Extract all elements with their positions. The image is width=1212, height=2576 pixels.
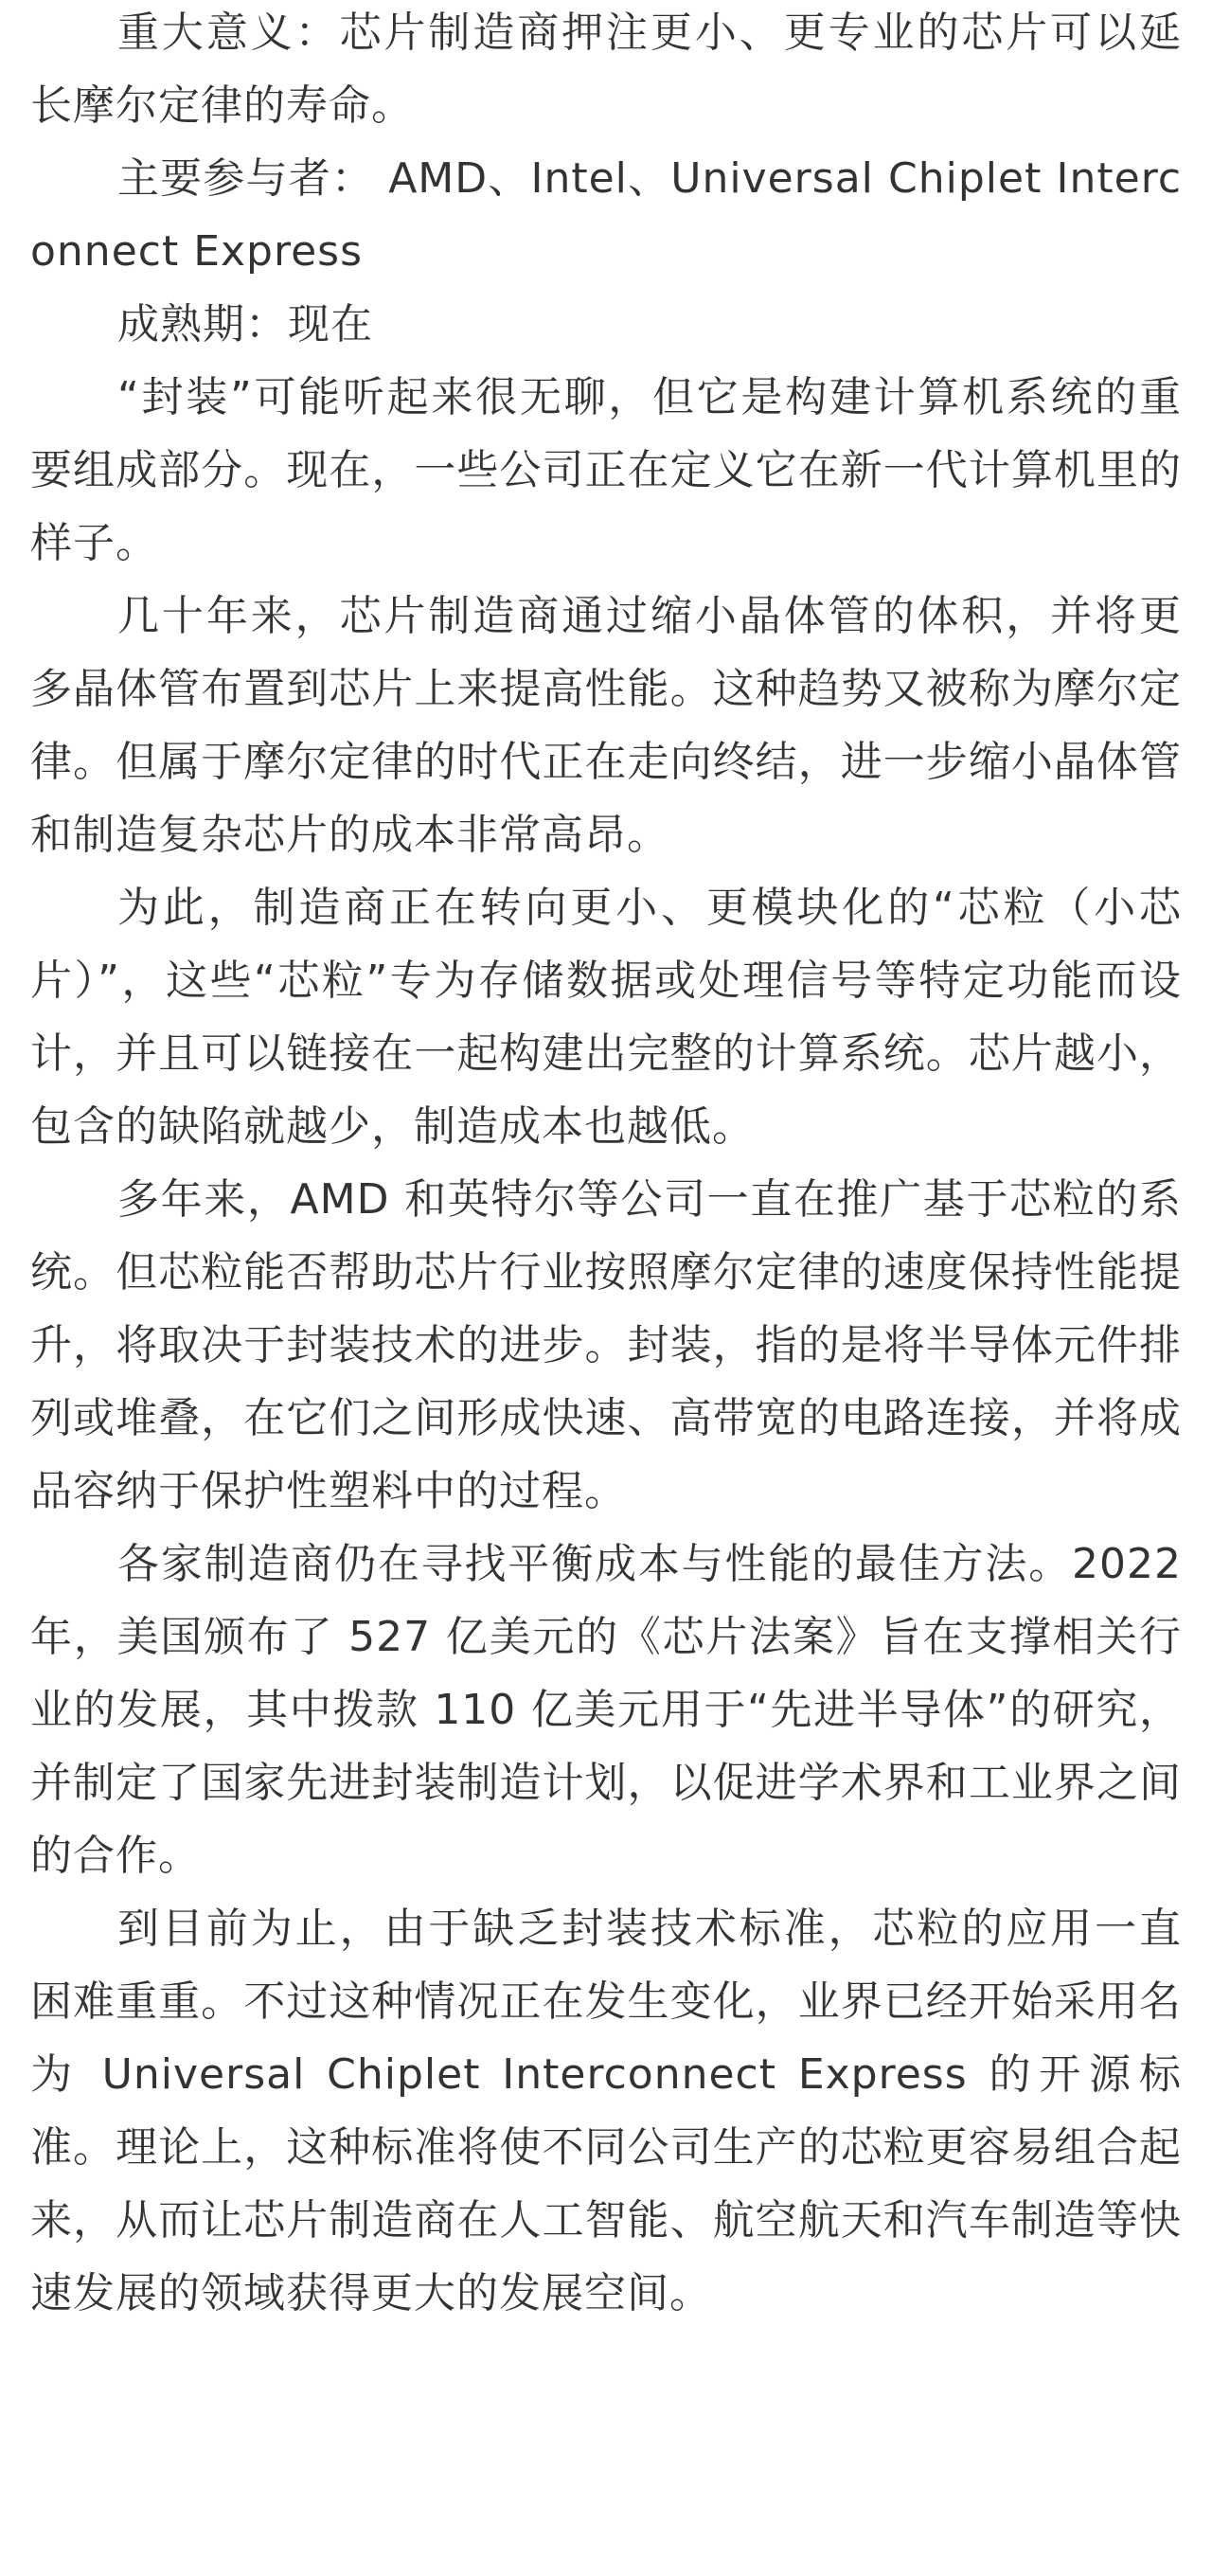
- paragraph-ucie-standard: 到目前为止，由于缺乏封装技术标准，芯粒的应用一直困难重重。不过这种情况正在发生变化，业界已经开始采用名为 Universal Chiplet Interconnect Express 的开源标准。理论上，这种标准将使不同公司生产的芯粒更容易组合起来，从而让芯片制造商在人工智能、航空航天和汽车制造等快速发展的领域获得更大的发展空间。: [30, 1905, 1182, 2317]
- maturity-line: [30, 288, 1182, 361]
- significance-line: [30, 0, 1182, 142]
- paragraph-packaging-intro: “封装”可能听起来很无聊，但它是构建计算机系统的重要组成部分。现在，一些公司正在定义它在新一代计算机里的样子。: [30, 373, 1182, 567]
- players-line: [30, 142, 1182, 288]
- paragraph-amd-intel: 多年来，AMD 和英特尔等公司一直在推广基于芯粒的系统。但芯粒能否帮助芯片行业按照摩尔定律的速度保持性能提升，将取决于封装技术的进步。封装，指的是将半导体元件排列或堆叠，在它们之间形成快速、高带宽的电路连接，并将成品容纳于保护性塑料中的过程。: [30, 1175, 1182, 1515]
- paragraph-moores-law: 几十年来，芯片制造商通过缩小晶体管的体积，并将更多晶体管布置到芯片上来提高性能。这种趋势又被称为摩尔定律。但属于摩尔定律的时代正在走向终结，进一步缩小晶体管和制造复杂芯片的成本非常高昂。: [30, 592, 1182, 859]
- maturity-label: 成熟期：: [117, 300, 288, 349]
- significance-label: 重大意义：: [117, 9, 340, 57]
- paragraph-chips-act: 各家制造商仍在寻找平衡成本与性能的最佳方法。2022 年，美国颁布了 527 亿美元的《芯片法案》旨在支撑相关行业的发展，其中拨款 110 亿美元用于“先进半导体”的研究，并制定了国家先进封装制造计划，以促进学术界和工业界之间的合作。: [30, 1540, 1182, 1880]
- players-label: 主要参与者：: [117, 154, 375, 203]
- players-text: AMD、Intel、Universal Chiplet Interconnect Express: [30, 154, 1183, 276]
- paragraph-chiplets: 为此，制造商正在转向更小、更模块化的“芯粒（小芯片）”，这些“芯粒”专为存储数据或处理信号等特定功能而设计，并且可以链接在一起构建出完整的计算系统。芯片越小，包含的缺陷就越少，制造成本也越低。: [30, 884, 1182, 1151]
- maturity-text: 现在: [288, 300, 373, 349]
- significance-text: 芯片制造商押注更小、更专业的芯片可以延长摩尔定律的寿命。: [30, 9, 1183, 130]
